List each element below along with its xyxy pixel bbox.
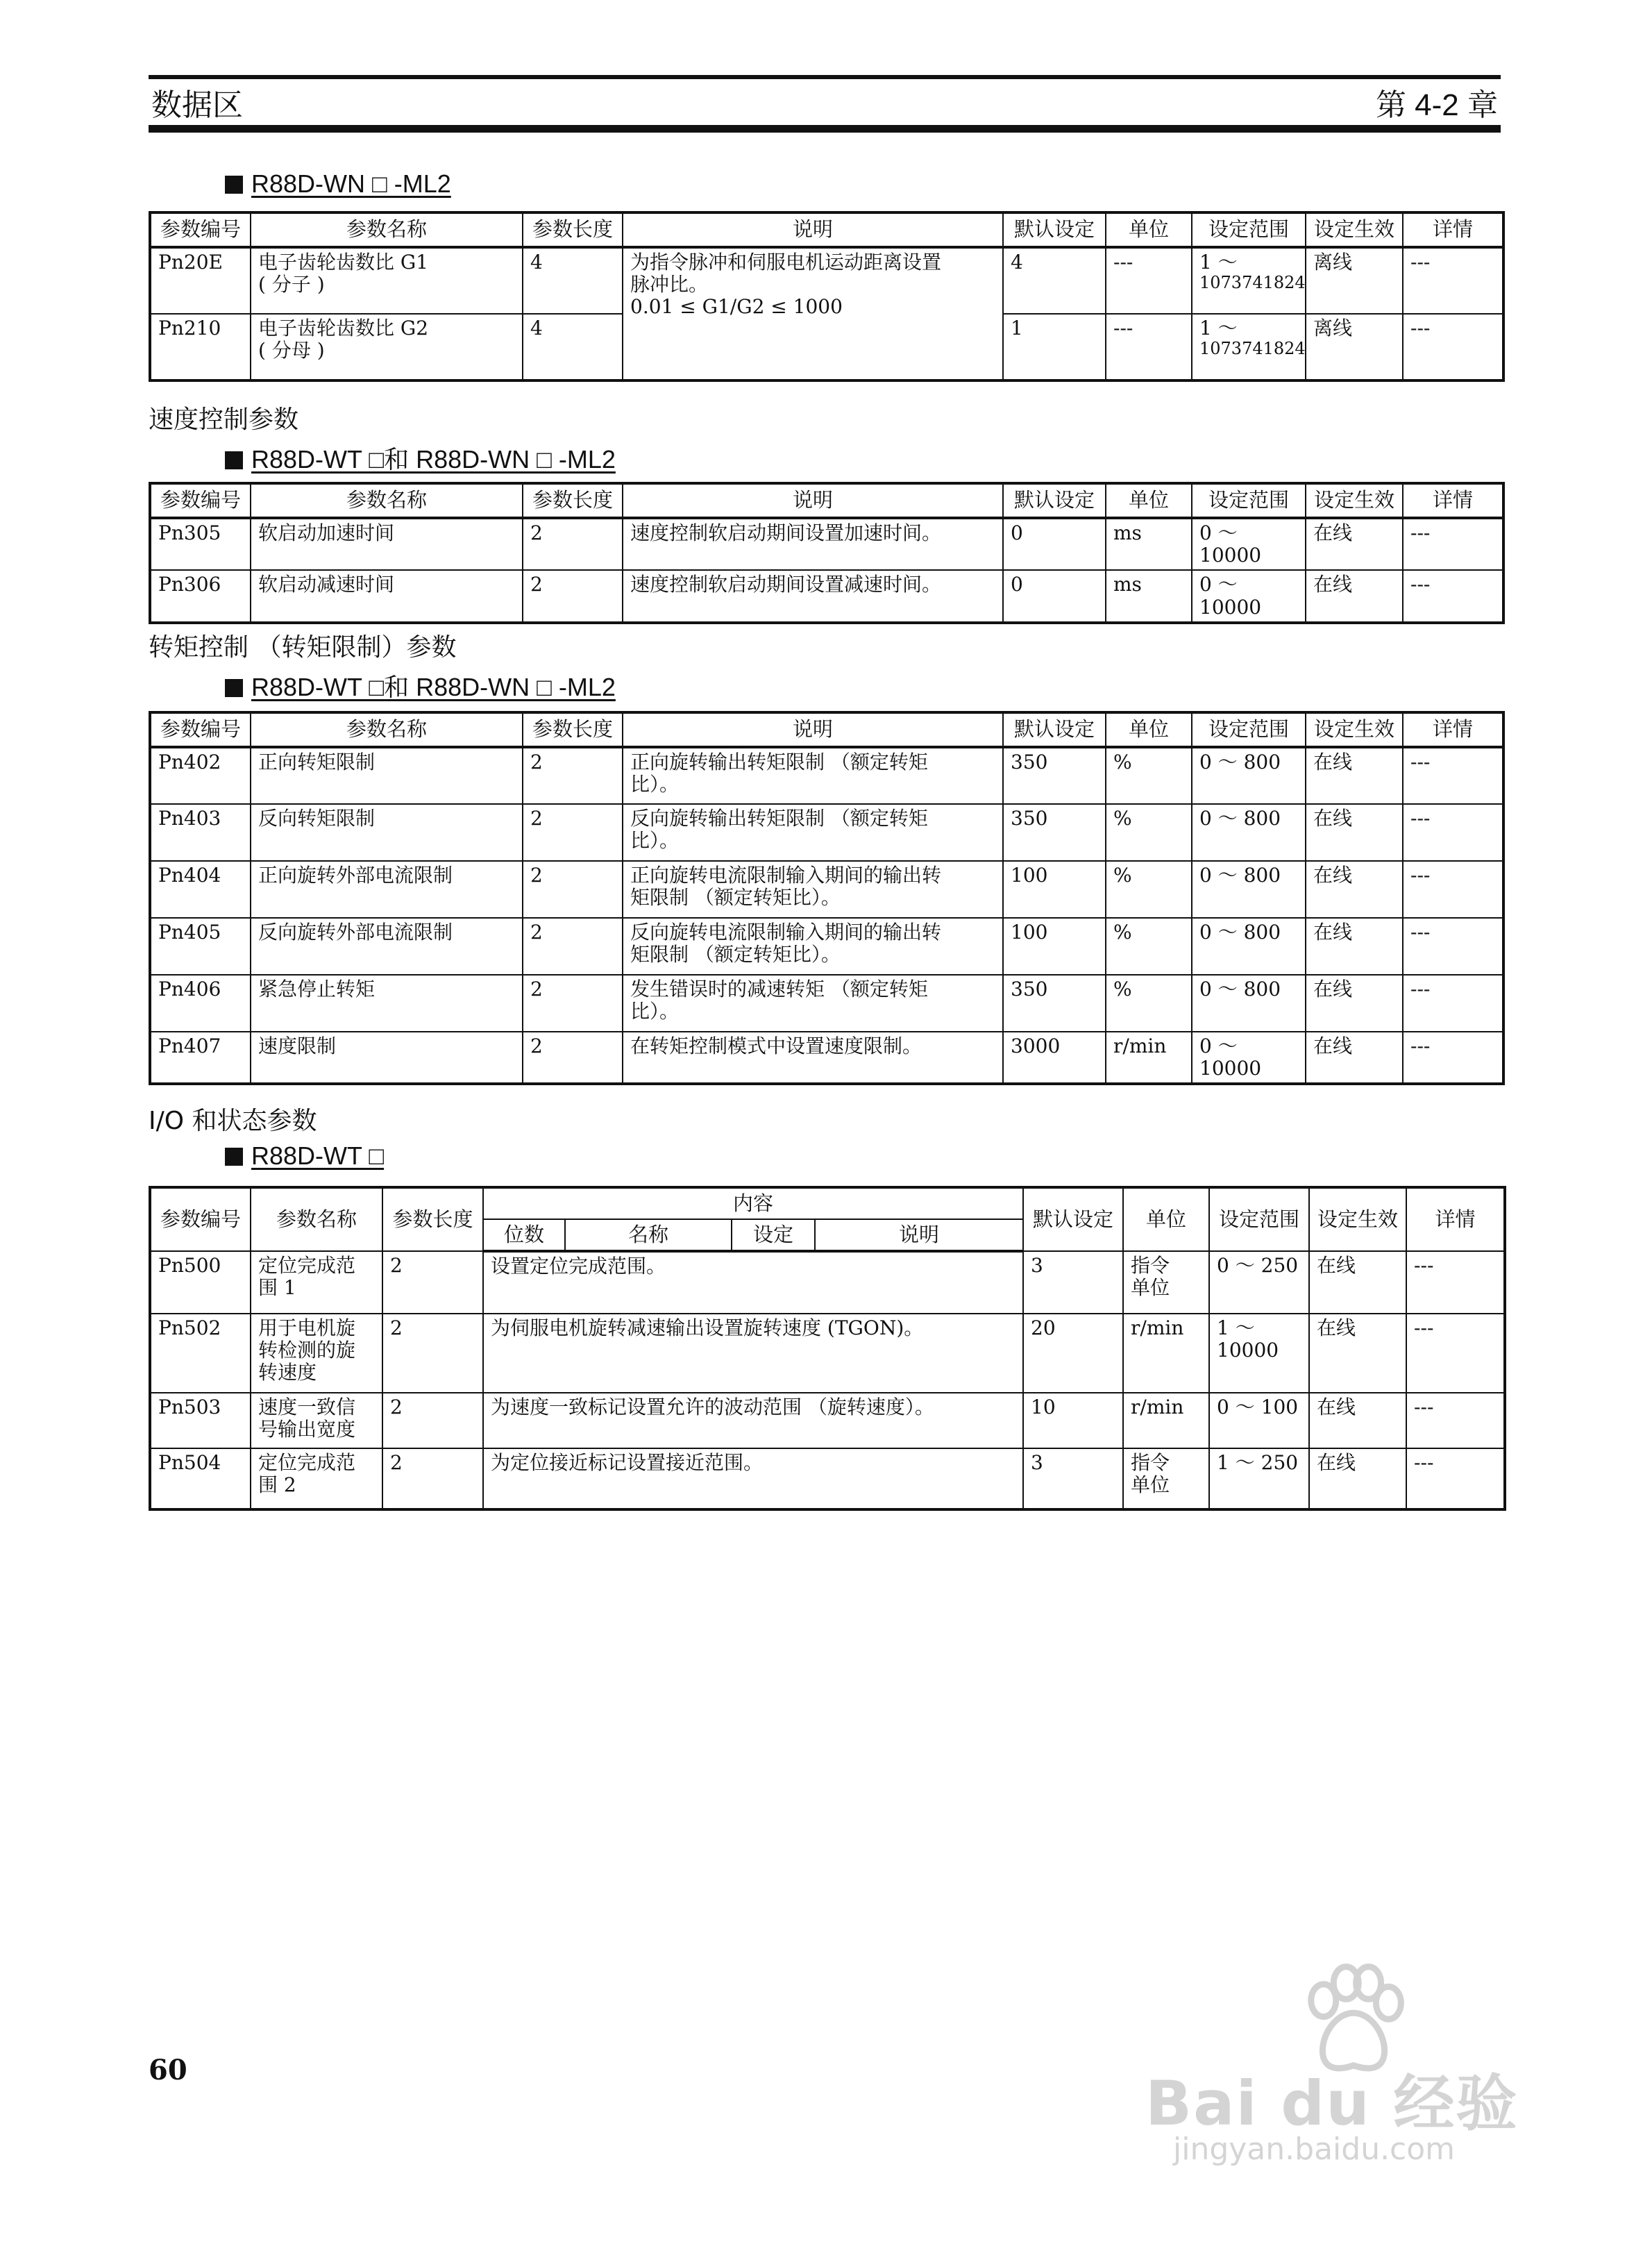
param-length: 2 <box>523 975 623 1032</box>
param-number: Pn406 <box>150 975 251 1032</box>
header-bottom-rule <box>149 125 1501 133</box>
col-header: 参数编号 <box>150 1187 251 1251</box>
col-header: 默认设定 <box>1003 712 1106 747</box>
param-effect: 在线 <box>1309 1448 1406 1509</box>
param-length: 2 <box>382 1393 483 1448</box>
table-row <box>150 570 1503 622</box>
param-name: 正向转矩限制 <box>251 747 523 804</box>
param-range: 0 ～ 800 <box>1192 918 1306 975</box>
section-heading: 速度控制参数 <box>149 405 299 434</box>
unit-line: 指令 <box>1131 1254 1170 1277</box>
table-row <box>150 747 1503 804</box>
param-number: Pn407 <box>150 1032 251 1084</box>
param-description <box>623 804 1003 861</box>
table-header-row <box>150 212 1503 247</box>
param-name: 软启动加速时间 <box>251 518 523 570</box>
param-effect: 在线 <box>1306 747 1403 804</box>
section-heading: 转矩控制 （转矩限制）参数 <box>149 633 457 662</box>
param-number: Pn210 <box>150 314 251 380</box>
param-range: 0 ～ 250 <box>1209 1251 1309 1314</box>
param-default: 100 <box>1003 918 1106 975</box>
model-name: R88D-WT □和 R88D-WN □ -ML2 <box>251 445 616 474</box>
col-header: 参数名称 <box>251 212 523 247</box>
param-default: 1 <box>1003 314 1106 380</box>
param-description <box>623 861 1003 918</box>
baidu-watermark <box>1145 1958 1534 2166</box>
param-number: Pn504 <box>150 1448 251 1509</box>
param-effect: 在线 <box>1306 918 1403 975</box>
table-row <box>150 804 1503 861</box>
col-header: 参数名称 <box>251 1187 382 1251</box>
param-name <box>251 314 523 380</box>
param-detail: --- <box>1403 918 1503 975</box>
col-header: 单位 <box>1106 712 1192 747</box>
table-row <box>150 1251 1505 1314</box>
table-header-row <box>150 483 1503 518</box>
param-effect: 在线 <box>1306 1032 1403 1084</box>
param-range: 0 ～ 800 <box>1192 975 1306 1032</box>
param-default: 4 <box>1003 247 1106 314</box>
param-number: Pn20E <box>150 247 251 314</box>
table-row <box>150 1032 1503 1084</box>
col-header: 设定范围 <box>1192 712 1306 747</box>
col-header: 详情 <box>1406 1187 1505 1251</box>
speed-param-table <box>149 482 1505 624</box>
col-header: 说明 <box>623 712 1003 747</box>
param-number: Pn405 <box>150 918 251 975</box>
col-header: 默认设定 <box>1023 1187 1123 1251</box>
param-name-line: 定位完成范 <box>258 1451 356 1474</box>
param-length: 2 <box>523 747 623 804</box>
watermark-logo-text: Bai du 经验 <box>1145 2068 1519 2139</box>
col-subheader: 位数 <box>483 1219 565 1251</box>
param-detail: --- <box>1406 1251 1505 1314</box>
param-description: 在转矩控制模式中设置速度限制。 <box>623 1032 1003 1084</box>
col-header: 设定生效 <box>1306 212 1403 247</box>
param-detail: --- <box>1403 804 1503 861</box>
desc-line: 正向旋转电流限制输入期间的输出转 <box>630 864 942 887</box>
param-default: 3 <box>1023 1251 1123 1314</box>
param-effect: 在线 <box>1306 518 1403 570</box>
param-unit <box>1123 1448 1209 1509</box>
param-range: 0 ～ 800 <box>1192 861 1306 918</box>
param-name <box>251 1448 382 1509</box>
torque-param-table <box>149 711 1505 1085</box>
desc-line: 脉冲比。 <box>630 273 709 296</box>
col-header: 说明 <box>623 212 1003 247</box>
param-content: 设置定位完成范围。 <box>483 1251 1023 1314</box>
desc-line: 0.01 ≤ G1/G2 ≤ 1000 <box>630 295 843 319</box>
param-length: 2 <box>523 518 623 570</box>
param-default: 0 <box>1003 570 1106 622</box>
param-name: 正向旋转外部电流限制 <box>251 861 523 918</box>
table-row <box>150 247 1503 314</box>
param-number: Pn403 <box>150 804 251 861</box>
param-length: 2 <box>382 1448 483 1509</box>
col-header: 参数长度 <box>523 483 623 518</box>
gear-param-table <box>149 211 1505 382</box>
param-range: 0 ～ 800 <box>1192 804 1306 861</box>
param-name-line: 电子齿轮齿数比 G1 <box>258 251 429 274</box>
param-description: 速度控制软启动期间设置加速时间。 <box>623 518 1003 570</box>
param-effect: 在线 <box>1309 1314 1406 1393</box>
range-line: 1 ～ <box>1199 317 1238 340</box>
col-header: 参数名称 <box>251 712 523 747</box>
col-header: 参数名称 <box>251 483 523 518</box>
param-description: 速度控制软启动期间设置减速时间。 <box>623 570 1003 622</box>
desc-line: 反向旋转电流限制输入期间的输出转 <box>630 921 942 944</box>
col-subheader: 设定 <box>732 1219 815 1251</box>
param-length: 2 <box>523 1032 623 1084</box>
param-detail: --- <box>1403 1032 1503 1084</box>
param-range: 0 ～ 100 <box>1209 1393 1309 1448</box>
param-detail: --- <box>1403 975 1503 1032</box>
param-default: 10 <box>1023 1393 1123 1448</box>
param-default: 100 <box>1003 861 1106 918</box>
range-line: 1073741824 <box>1199 273 1306 293</box>
col-header: 设定范围 <box>1209 1187 1309 1251</box>
param-detail: --- <box>1406 1314 1505 1393</box>
col-header: 参数长度 <box>523 212 623 247</box>
col-header: 默认设定 <box>1003 212 1106 247</box>
model-title <box>225 1141 384 1171</box>
table-row <box>150 1448 1505 1509</box>
table-header-row <box>150 1187 1505 1219</box>
col-header: 单位 <box>1123 1187 1209 1251</box>
param-name: 紧急停止转矩 <box>251 975 523 1032</box>
desc-line: 比）。 <box>630 829 680 853</box>
param-name <box>251 1251 382 1314</box>
col-header: 默认设定 <box>1003 483 1106 518</box>
model-name: R88D-WT □ <box>251 1141 385 1170</box>
param-length: 2 <box>523 570 623 622</box>
page-header <box>149 75 1501 133</box>
col-subheader: 说明 <box>815 1219 1023 1251</box>
param-name: 速度限制 <box>251 1032 523 1084</box>
io-param-table <box>149 1186 1506 1511</box>
param-effect: 离线 <box>1306 247 1403 314</box>
param-length: 4 <box>523 314 623 380</box>
param-unit: ms <box>1106 518 1192 570</box>
param-length: 2 <box>523 918 623 975</box>
table-row <box>150 1314 1505 1393</box>
param-effect: 在线 <box>1306 570 1403 622</box>
param-name-line: 转速度 <box>258 1361 317 1384</box>
chapter-label: 第 4-2 章 <box>1375 88 1498 122</box>
col-header: 详情 <box>1403 212 1503 247</box>
param-detail: --- <box>1403 247 1503 314</box>
param-description <box>623 918 1003 975</box>
table-row <box>150 975 1503 1032</box>
param-default: 350 <box>1003 747 1106 804</box>
desc-line: 为指令脉冲和伺服电机运动距离设置 <box>630 251 942 274</box>
param-effect: 在线 <box>1306 804 1403 861</box>
param-unit: % <box>1106 918 1192 975</box>
page-number: 60 <box>149 2054 187 2086</box>
param-detail: --- <box>1403 570 1503 622</box>
param-unit: % <box>1106 804 1192 861</box>
param-name-line: ( 分子 ) <box>258 273 325 296</box>
param-range: 0 ～ 10000 <box>1192 570 1306 622</box>
param-description <box>623 247 1003 380</box>
param-number: Pn500 <box>150 1251 251 1314</box>
model-name: R88D-WN □ -ML2 <box>251 169 451 198</box>
param-detail: --- <box>1403 747 1503 804</box>
col-header: 单位 <box>1106 212 1192 247</box>
param-name-line: 围 1 <box>258 1276 296 1300</box>
param-content: 为定位接近标记设置接近范围。 <box>483 1448 1023 1509</box>
param-length: 2 <box>382 1314 483 1393</box>
param-number: Pn404 <box>150 861 251 918</box>
desc-line: 比）。 <box>630 773 680 796</box>
param-detail: --- <box>1406 1448 1505 1509</box>
param-effect: 在线 <box>1306 861 1403 918</box>
col-header: 说明 <box>623 483 1003 518</box>
param-number: Pn503 <box>150 1393 251 1448</box>
param-detail: --- <box>1403 314 1503 380</box>
unit-line: 单位 <box>1131 1473 1170 1497</box>
table-row <box>150 1393 1505 1448</box>
desc-line: 反向旋转输出转矩限制 （额定转矩 <box>630 807 928 830</box>
param-content: 为伺服电机旋转减速输出设置旋转速度 (TGON)。 <box>483 1314 1023 1393</box>
col-header: 单位 <box>1106 483 1192 518</box>
col-header: 详情 <box>1403 712 1503 747</box>
param-unit: --- <box>1106 247 1192 314</box>
col-header: 详情 <box>1403 483 1503 518</box>
param-range <box>1192 247 1306 314</box>
col-header: 参数编号 <box>150 712 251 747</box>
param-unit: % <box>1106 975 1192 1032</box>
param-range: 0 ～ 10000 <box>1192 518 1306 570</box>
param-name-line: 转检测的旋 <box>258 1339 356 1362</box>
param-range <box>1209 1314 1309 1393</box>
header-title: 数据区 <box>151 88 243 122</box>
param-range <box>1192 314 1306 380</box>
param-name: 反向旋转外部电流限制 <box>251 918 523 975</box>
header-row <box>149 79 1501 125</box>
col-header: 参数编号 <box>150 212 251 247</box>
model-title <box>225 169 451 199</box>
param-unit: r/min <box>1123 1393 1209 1448</box>
param-unit: % <box>1106 747 1192 804</box>
col-header: 参数长度 <box>382 1187 483 1251</box>
param-unit: --- <box>1106 314 1192 380</box>
col-header: 设定生效 <box>1309 1187 1406 1251</box>
watermark-url: jingyan.baidu.com <box>1173 2132 1456 2167</box>
param-unit: r/min <box>1123 1314 1209 1393</box>
model-title <box>225 440 616 476</box>
param-range: 1 ～ 250 <box>1209 1448 1309 1509</box>
col-subheader: 名称 <box>565 1219 732 1251</box>
param-number: Pn305 <box>150 518 251 570</box>
param-effect: 在线 <box>1306 975 1403 1032</box>
param-name <box>251 1393 382 1448</box>
param-unit: % <box>1106 861 1192 918</box>
param-length: 2 <box>523 804 623 861</box>
param-name-line: 电子齿轮齿数比 G2 <box>258 317 429 340</box>
param-name-line: 速度一致信 <box>258 1396 356 1418</box>
param-name <box>251 1314 382 1393</box>
param-name-line: ( 分母 ) <box>258 339 325 362</box>
param-number: Pn306 <box>150 570 251 622</box>
desc-line: 正向旋转输出转矩限制 （额定转矩 <box>630 751 928 773</box>
range-line: 1 ～ <box>1217 1316 1255 1339</box>
col-header: 参数长度 <box>523 712 623 747</box>
col-header: 设定生效 <box>1306 483 1403 518</box>
col-header: 设定生效 <box>1306 712 1403 747</box>
param-effect: 离线 <box>1306 314 1403 380</box>
range-line: 1 ～ <box>1199 251 1238 274</box>
param-description <box>623 747 1003 804</box>
unit-line: 单位 <box>1131 1276 1170 1300</box>
table-header-row <box>150 712 1503 747</box>
col-header: 设定范围 <box>1192 212 1306 247</box>
desc-line: 矩限制 （额定转矩比）。 <box>630 886 841 910</box>
square-bullet-icon <box>225 176 243 194</box>
param-default: 3 <box>1023 1448 1123 1509</box>
param-detail: --- <box>1406 1393 1505 1448</box>
param-default: 20 <box>1023 1314 1123 1393</box>
model-name: R88D-WT □和 R88D-WN □ -ML2 <box>251 673 616 701</box>
col-header-content: 内容 <box>483 1187 1023 1219</box>
param-unit: r/min <box>1106 1032 1192 1084</box>
param-range: 0 ～ 800 <box>1192 747 1306 804</box>
col-header: 参数编号 <box>150 483 251 518</box>
desc-line: 发生错误时的减速转矩 （额定转矩 <box>630 978 928 1000</box>
unit-line: 指令 <box>1131 1451 1170 1474</box>
param-length: 2 <box>382 1251 483 1314</box>
desc-line: 矩限制 （额定转矩比）。 <box>630 943 841 966</box>
table-row <box>150 518 1503 570</box>
param-number: Pn502 <box>150 1314 251 1393</box>
param-effect: 在线 <box>1309 1251 1406 1314</box>
range-line: 10000 <box>1217 1339 1279 1362</box>
param-length: 2 <box>523 861 623 918</box>
param-effect: 在线 <box>1309 1393 1406 1448</box>
param-default: 0 <box>1003 518 1106 570</box>
table-row <box>150 918 1503 975</box>
param-number: Pn402 <box>150 747 251 804</box>
square-bullet-icon <box>225 679 243 697</box>
param-content: 为速度一致标记设置允许的波动范围 （旋转速度）。 <box>483 1393 1023 1448</box>
param-description <box>623 975 1003 1032</box>
param-name-line: 用于电机旋 <box>258 1316 356 1339</box>
range-line: 1073741824 <box>1199 339 1306 359</box>
model-title <box>225 668 616 703</box>
desc-line: 比）。 <box>630 1000 680 1023</box>
param-name-line: 定位完成范 <box>258 1254 356 1277</box>
param-length: 4 <box>523 247 623 314</box>
table-row <box>150 861 1503 918</box>
section-heading: I/O 和状态参数 <box>149 1107 317 1135</box>
square-bullet-icon <box>225 451 243 469</box>
param-default: 350 <box>1003 804 1106 861</box>
param-unit: ms <box>1106 570 1192 622</box>
param-name-line: 围 2 <box>258 1473 296 1497</box>
param-default: 350 <box>1003 975 1106 1032</box>
param-detail: --- <box>1403 518 1503 570</box>
param-name: 软启动减速时间 <box>251 570 523 622</box>
param-unit <box>1123 1251 1209 1314</box>
param-range: 0 ～ 10000 <box>1192 1032 1306 1084</box>
square-bullet-icon <box>225 1148 243 1166</box>
param-detail: --- <box>1403 861 1503 918</box>
col-header: 设定范围 <box>1192 483 1306 518</box>
param-name <box>251 247 523 314</box>
param-default: 3000 <box>1003 1032 1106 1084</box>
param-name-line: 号输出宽度 <box>258 1418 356 1441</box>
param-name: 反向转矩限制 <box>251 804 523 861</box>
